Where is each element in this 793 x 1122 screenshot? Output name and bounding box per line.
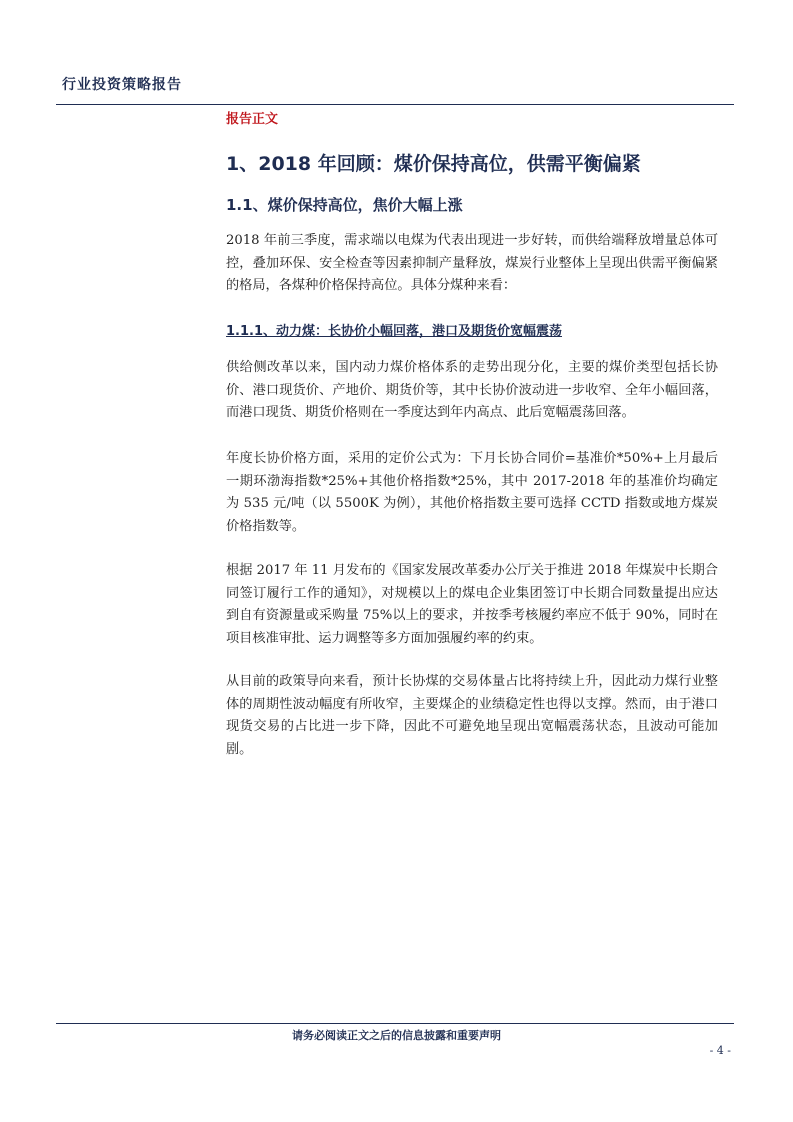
header-divider <box>56 104 734 105</box>
section-tag: 报告正文 <box>226 112 279 127</box>
heading-level-2: 1.1、煤价保持高位，焦价大幅上涨 <box>226 196 463 214</box>
heading-level-1: 1、2018 年回顾：煤价保持高位，供需平衡偏紧 <box>226 153 641 175</box>
paragraph-price-system: 供给侧改革以来，国内动力煤价格体系的走势出现分化，主要的煤价类型包括长协价、港口现货价、产地价、期货价等，其中长协价波动进一步收窄、全年小幅回落，而港口现货、期货价格则在一季度达到年内高点、此后宽幅震荡回落。 <box>226 360 718 421</box>
paragraph-outlook: 从目前的政策导向来看，预计长协煤的交易体量占比将持续上升，因此动力煤行业整体的周期性波动幅度有所收窄，主要煤企的业绩稳定性也得以支撑。然而，由于港口现货交易的占比进一步下降，因此不可避免地呈现出宽幅震荡状态，且波动可能加剧。 <box>226 674 718 757</box>
paragraph-policy-notice: 根据 2017 年 11 月发布的《国家发展改革委办公厅关于推进 2018 年煤炭中长期合同签订履行工作的通知》，对规模以上的煤电企业集团签订中长期合同数量提出应达到自有资源量或采购量 75%以上的要求，并按季考核履约率应不低于 90%，同时在项目核准审批、运力调整等多方面加强履约率的约束。 <box>226 563 718 646</box>
paragraph-pricing-formula: 年度长协价格方面，采用的定价公式为：下月长协合同价=基准价*50%+上月最后一期环渤海指数*25%+其他价格指数*25%，其中 2017-2018 年的基准价均确定为 535 元/吨（以 5500K 为例），其他价格指数主要可选择 CCTD 指数或地方煤炭价格指数等。 <box>226 451 718 534</box>
report-header-title: 行业投资策略报告 <box>62 77 182 93</box>
footer-disclaimer: 请务必阅读正文之后的信息披露和重要声明 <box>292 1029 501 1042</box>
page-number: - 4 - <box>709 1044 731 1057</box>
footer-divider <box>56 1023 734 1024</box>
heading-level-3: 1.1.1、动力煤：长协价小幅回落，港口及期货价宽幅震荡 <box>226 324 563 339</box>
paragraph-overview: 2018 年前三季度，需求端以电煤为代表出现进一步好转，而供给端释放增量总体可控，叠加环保、安全检查等因素抑制产量释放，煤炭行业整体上呈现出供需平衡偏紧的格局，各煤种价格保持高位。具体分煤种来看： <box>226 233 718 294</box>
